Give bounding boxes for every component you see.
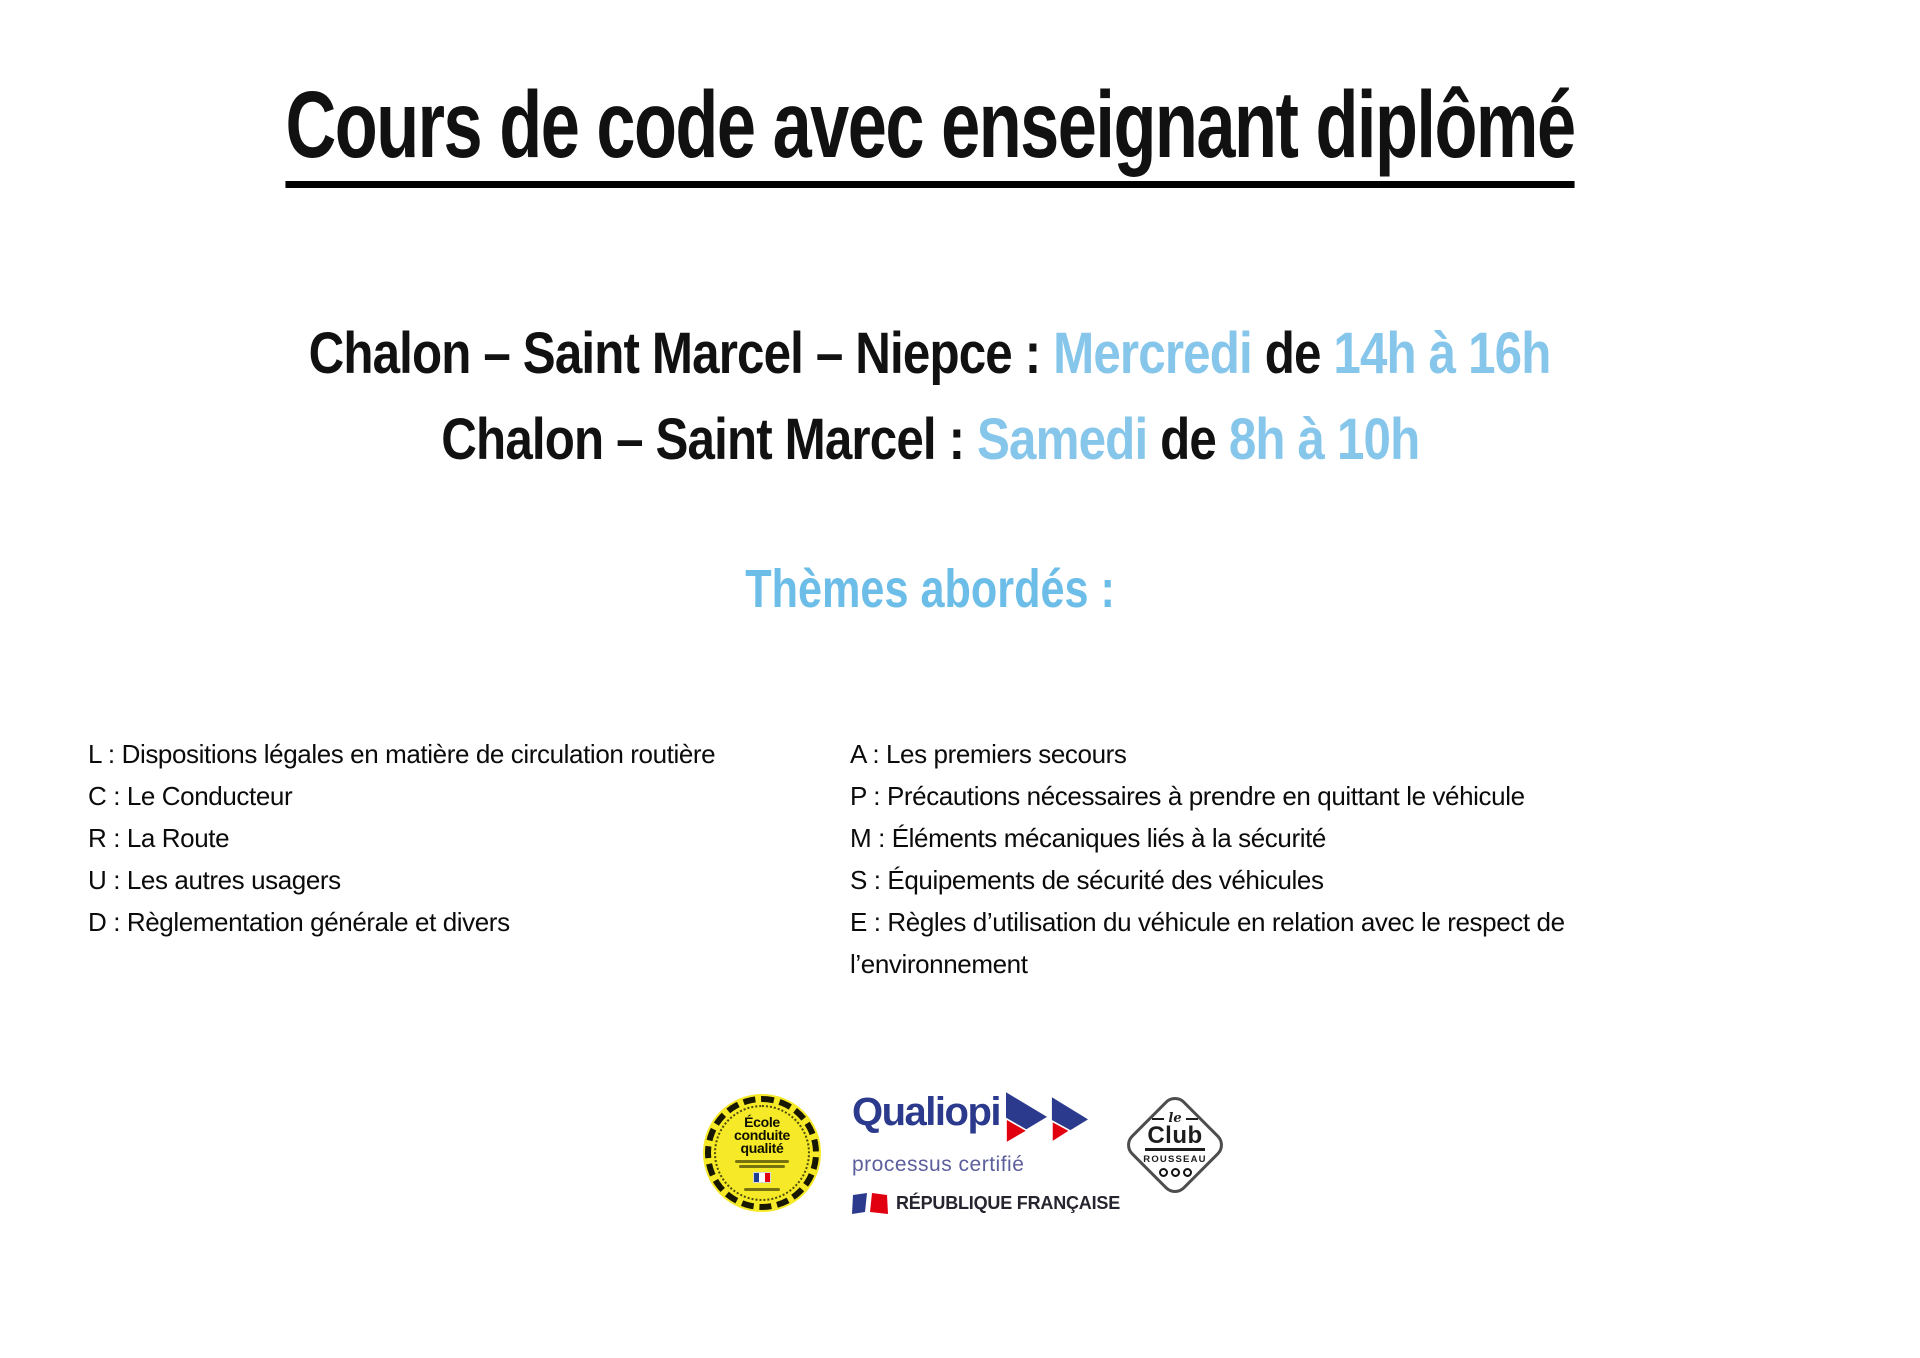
schedule-2-time: 8h à 10h <box>1228 407 1420 472</box>
theme-item: P : Précautions nécessaires à prendre en quittant le véhicule <box>850 781 1525 811</box>
schedule-2-day: Samedi <box>976 407 1147 472</box>
qualiopi-wordmark: Qualiopi <box>852 1090 1000 1134</box>
themes-left-column <box>88 733 818 943</box>
qualiopi-subtitle: processus certifié <box>852 1153 1025 1176</box>
french-flag-icon <box>852 1193 888 1214</box>
ecole-conduite-qualite-badge-icon <box>703 1094 821 1212</box>
page-title-band <box>0 72 1920 188</box>
republique-francaise-label: RÉPUBLIQUE FRANÇAISE <box>896 1193 1121 1213</box>
themes-heading: Thèmes abordés : <box>745 559 1115 619</box>
schedule-2-location: Chalon – Saint Marcel : <box>440 407 977 472</box>
schedule-1-time: 14h à 16h <box>1333 321 1551 386</box>
french-flag-icon <box>753 1172 771 1183</box>
qualiopi-arrows-icon <box>1006 1092 1088 1150</box>
club-rousseau-label: ROUSSEAU <box>1143 1154 1207 1165</box>
club-dash <box>1186 1118 1198 1120</box>
themes-heading-band <box>0 560 1920 619</box>
schedule-2-de: de <box>1159 407 1229 472</box>
schedule-1-day: Mercredi <box>1053 321 1253 386</box>
club-le-label: le <box>1168 1111 1182 1126</box>
club-rousseau-logo <box>1120 1090 1230 1200</box>
badge-label-line: conduite <box>734 1127 790 1143</box>
theme-item: C : Le Conducteur <box>88 781 293 811</box>
theme-item: A : Les premiers secours <box>850 739 1127 769</box>
badge-microtext <box>739 1165 785 1168</box>
theme-item: S : Équipements de sécurité des véhicules <box>850 865 1324 895</box>
badge-microtext <box>744 1188 780 1191</box>
badge-label-line: qualité <box>740 1140 784 1156</box>
themes-right-column <box>850 733 1640 985</box>
theme-item: R : La Route <box>88 823 230 853</box>
badge-microtext <box>735 1160 789 1163</box>
club-dash <box>1152 1118 1164 1120</box>
schedule-1-location: Chalon – Saint Marcel – Niepce : <box>309 321 1054 386</box>
schedule-line-1 <box>0 322 1920 386</box>
schedule-1-de: de <box>1265 321 1334 386</box>
qualiopi-logo <box>852 1092 1122 1214</box>
theme-item: E : Règles d’utilisation du véhicule en relation avec le respect de l’environnement <box>850 907 1565 979</box>
page-title: Cours de code avec enseignant diplômé <box>285 78 1574 188</box>
badge-label-line: École <box>744 1114 780 1130</box>
theme-item: L : Dispositions légales en matière de circulation routière <box>88 739 716 769</box>
club-name-label: Club <box>1147 1122 1203 1149</box>
theme-item: U : Les autres usagers <box>88 865 341 895</box>
club-dots-icon <box>1127 1168 1223 1177</box>
theme-item: M : Éléments mécaniques liés à la sécurité <box>850 823 1326 853</box>
schedule-line-2 <box>0 408 1920 472</box>
theme-item: D : Règlementation générale et divers <box>88 907 510 937</box>
